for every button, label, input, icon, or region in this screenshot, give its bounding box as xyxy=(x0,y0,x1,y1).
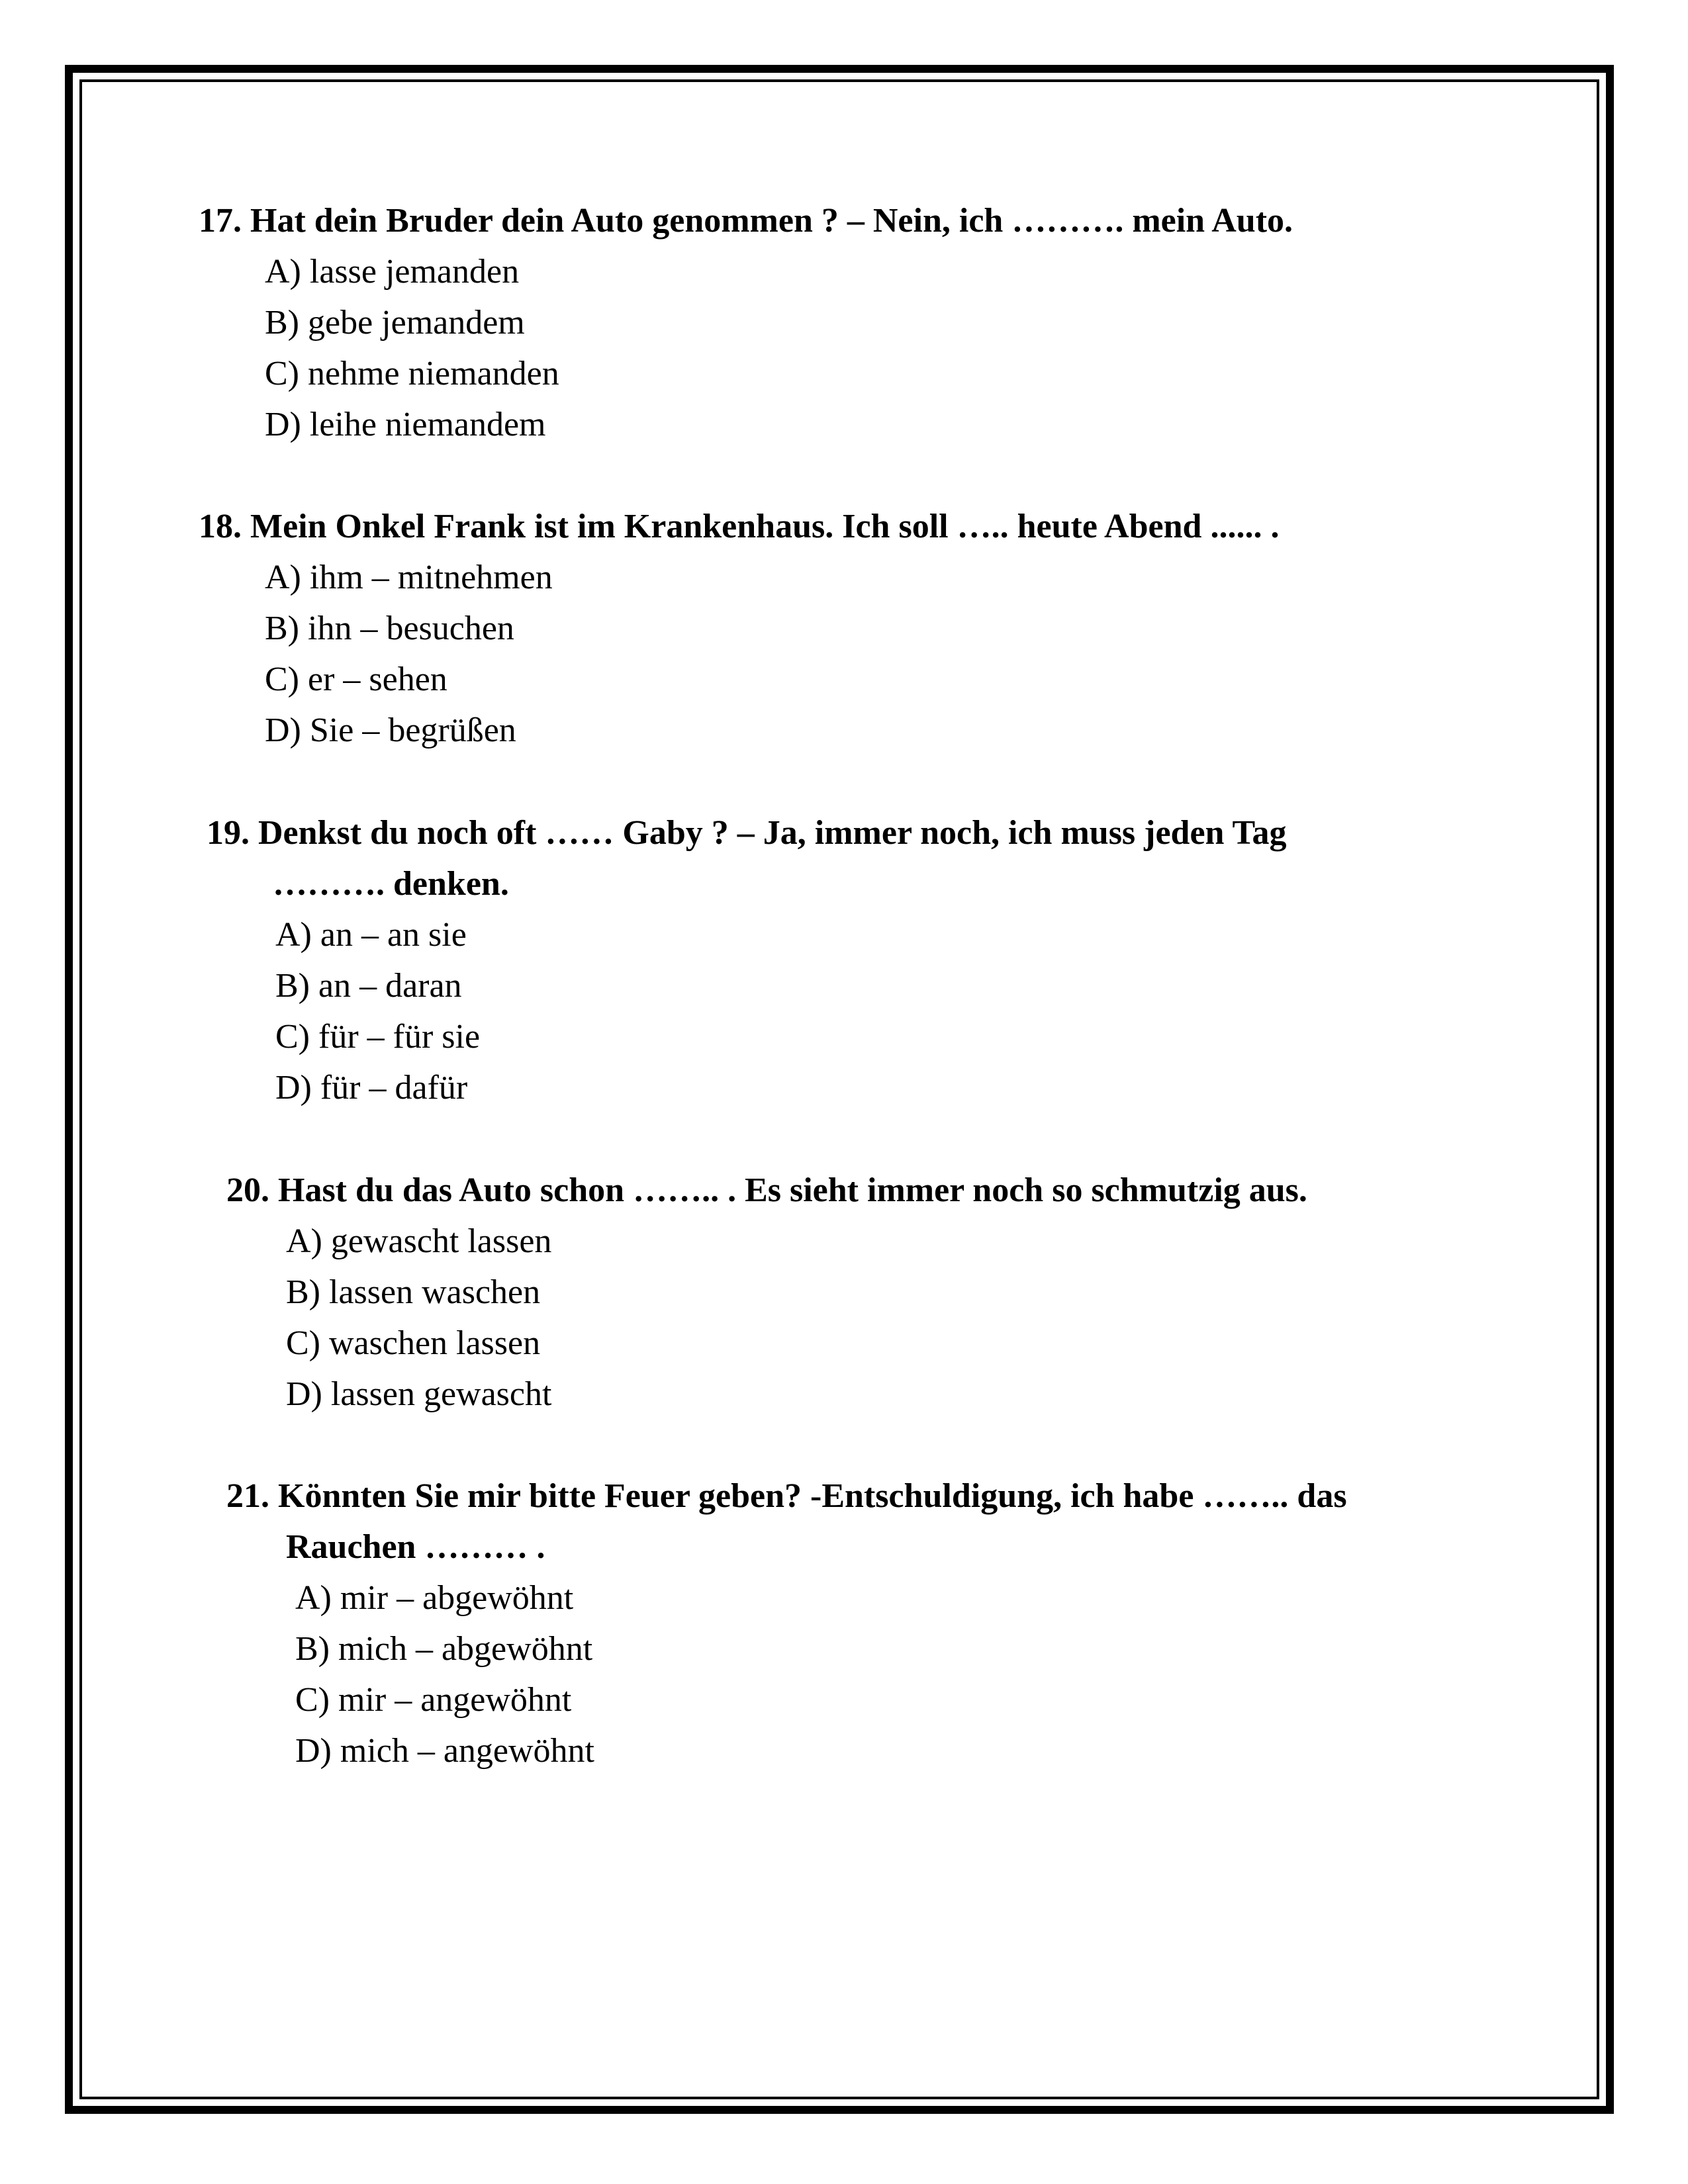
option-c: C) für – für sie xyxy=(275,1018,481,1056)
answer-options xyxy=(295,1572,1347,1776)
option-a: A) gewascht lassen xyxy=(286,1222,552,1260)
option-b: B) mich – abgewöhnt xyxy=(295,1630,593,1668)
answer-options xyxy=(275,909,1286,1113)
option-c: C) mir – angewöhnt xyxy=(295,1681,572,1719)
option-c: C) er – sehen xyxy=(265,660,447,698)
question-text: 20. Hast du das Auto schon …….. . Es sieht immer noch so schmutzig aus. xyxy=(226,1171,1307,1209)
option-c: C) nehme niemanden xyxy=(265,355,559,392)
option-d: D) lassen gewascht xyxy=(286,1375,552,1413)
option-d: D) mich – angewöhnt xyxy=(295,1732,595,1770)
option-b: B) gebe jemandem xyxy=(265,304,525,341)
option-c: C) waschen lassen xyxy=(286,1324,541,1362)
option-b: B) an – daran xyxy=(275,967,462,1005)
option-d: D) leihe niemandem xyxy=(265,406,546,443)
option-d: D) Sie – begrüßen xyxy=(265,711,516,749)
answer-options xyxy=(286,1216,1307,1420)
question-text-line-2: Rauchen ……… . xyxy=(286,1528,545,1566)
option-a: A) ihm – mitnehmen xyxy=(265,559,553,596)
option-a: A) lasse jemanden xyxy=(265,253,520,291)
option-a: A) mir – abgewöhnt xyxy=(295,1579,574,1617)
question-17 xyxy=(199,195,1293,450)
question-19 xyxy=(207,807,1286,1113)
option-b: B) lassen waschen xyxy=(286,1273,541,1311)
question-text xyxy=(207,807,1286,909)
question-text xyxy=(226,1471,1347,1572)
question-text: 17. Hat dein Bruder dein Auto genommen ? – Nein, ich ………. mein Auto. xyxy=(199,202,1293,240)
question-text-line-1: 19. Denkst du noch oft …… Gaby ? – Ja, immer noch, ich muss jeden Tag xyxy=(207,814,1287,852)
question-18 xyxy=(199,501,1279,756)
question-20 xyxy=(226,1165,1307,1420)
option-a: A) an – an sie xyxy=(275,916,467,954)
question-21 xyxy=(226,1471,1347,1776)
answer-options xyxy=(265,552,1279,756)
option-d: D) für – dafür xyxy=(275,1069,468,1107)
option-b: B) ihn – besuchen xyxy=(265,610,514,647)
question-text-line-2: ………. denken. xyxy=(273,865,509,903)
question-text: 18. Mein Onkel Frank ist im Krankenhaus. Ich soll ….. heute Abend ...... . xyxy=(199,508,1280,545)
answer-options xyxy=(265,246,1293,450)
question-text-line-1: 21. Könnten Sie mir bitte Feuer geben? -Entschuldigung, ich habe …….. das xyxy=(226,1477,1347,1515)
